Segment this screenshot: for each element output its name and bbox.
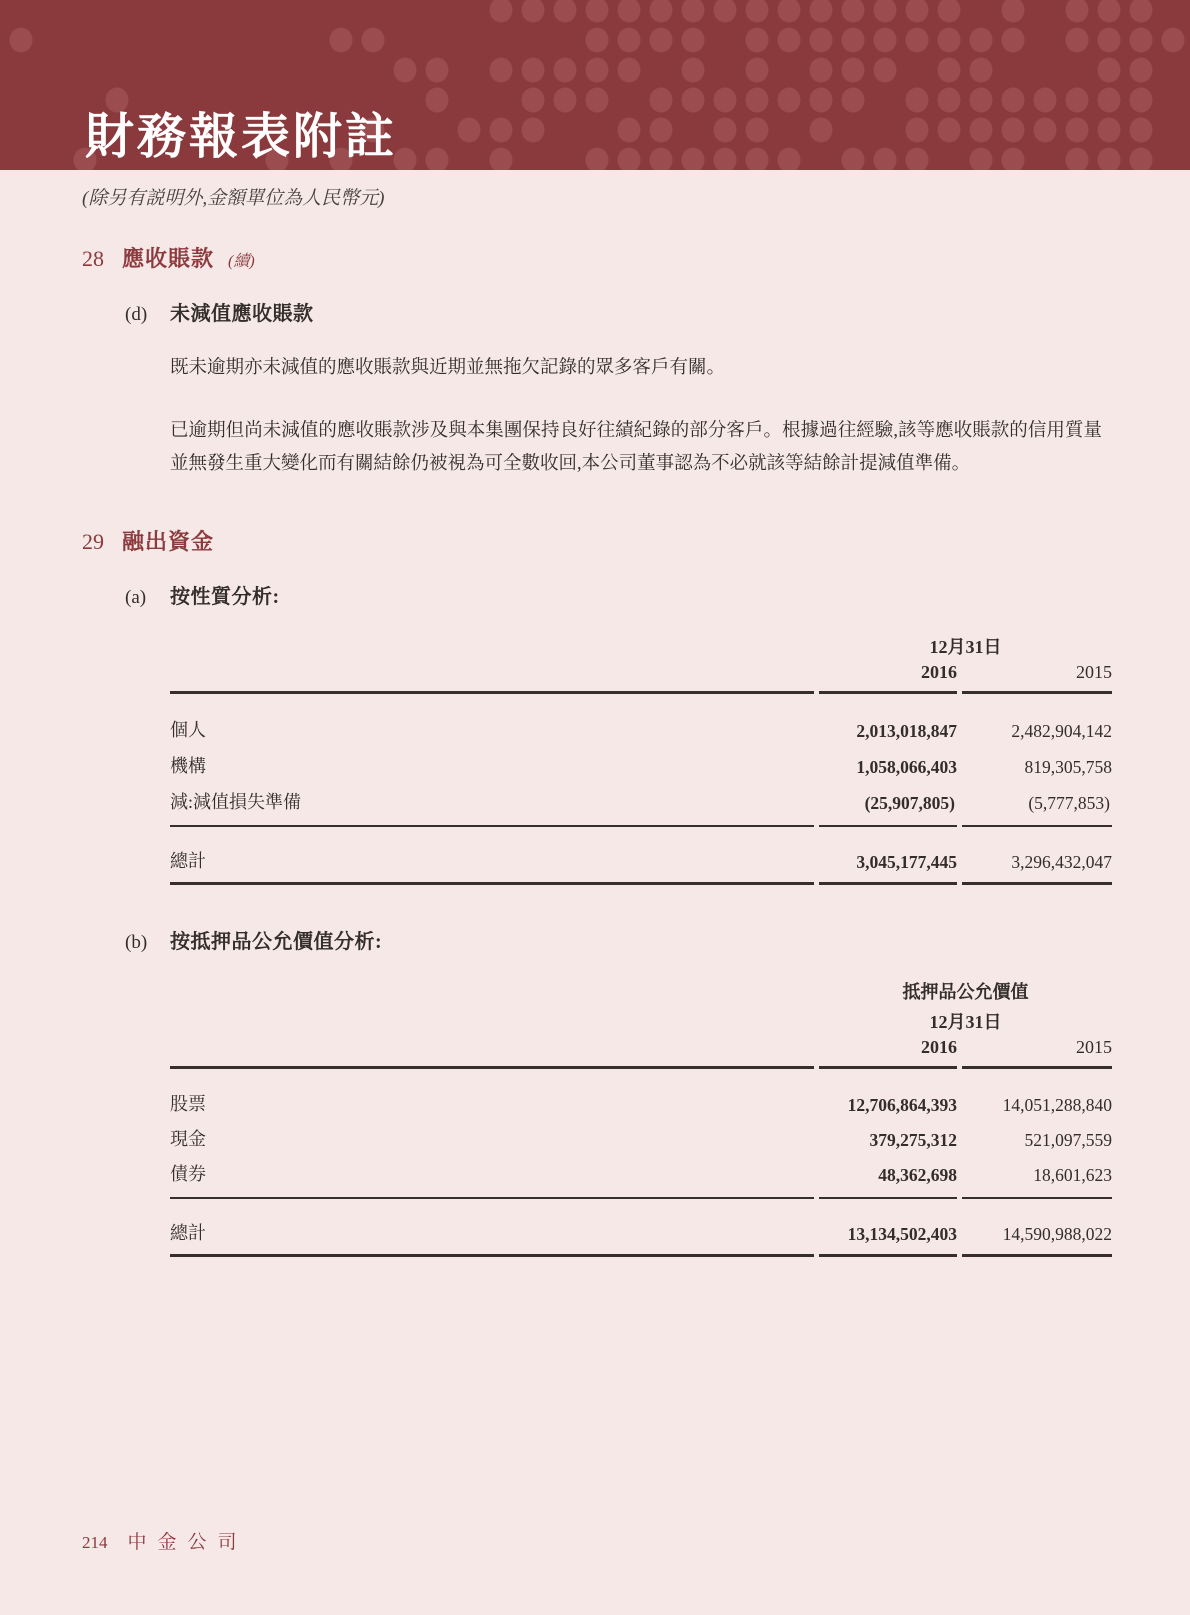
- banner-dot: [746, 0, 769, 23]
- banner-dot: [1066, 0, 1089, 23]
- banner-dot: [1066, 88, 1089, 113]
- banner-dot: [618, 0, 641, 23]
- banner-dot: [1130, 0, 1153, 23]
- table-row: [170, 711, 1112, 747]
- banner-dot: [1002, 148, 1025, 171]
- banner-dot: [1066, 28, 1089, 53]
- banner-dot: [938, 118, 961, 143]
- banner-dot: [810, 28, 833, 53]
- banner-dot: [1002, 28, 1025, 53]
- banner-dot: [970, 28, 993, 53]
- table-by-nature: [170, 629, 1112, 885]
- banner-dot: [906, 28, 929, 53]
- banner-dot: [1002, 88, 1025, 113]
- continued-note: (續): [228, 253, 255, 270]
- banner-dot: [522, 88, 545, 113]
- banner-dot: [938, 58, 961, 83]
- banner-dot: [586, 0, 609, 23]
- value-2015: 521,097,559: [1024, 1130, 1112, 1150]
- banner-dot: [714, 118, 737, 143]
- banner-dot: [1034, 118, 1057, 143]
- banner-dot: [778, 0, 801, 23]
- section-number: 29: [82, 529, 104, 554]
- row-label: 債券: [170, 1156, 814, 1199]
- banner-dot: [554, 58, 577, 83]
- collateral-header: 抵押品公允價值: [902, 982, 1029, 1002]
- banner-dot: [426, 148, 449, 171]
- banner-dot: [938, 28, 961, 53]
- table-by-collateral: [170, 974, 1112, 1257]
- banner-dot: [810, 88, 833, 113]
- value-2015: 2,482,904,142: [1011, 721, 1112, 741]
- subsection-label: (a): [125, 587, 147, 608]
- banner-dot: [1130, 118, 1153, 143]
- banner-dot: [650, 88, 673, 113]
- banner-dot: [746, 118, 769, 143]
- banner-dot: [746, 28, 769, 53]
- banner-dot: [778, 28, 801, 53]
- subsection-b-heading: [125, 925, 1102, 954]
- banner-dot: [1130, 58, 1153, 83]
- banner-dot: [842, 148, 865, 171]
- banner-dot: [746, 148, 769, 171]
- banner-dot: [586, 58, 609, 83]
- banner-dot: [714, 148, 737, 171]
- banner-dot: [1066, 118, 1089, 143]
- section-29-heading: [82, 525, 1102, 556]
- date-header: 12月31日: [929, 1012, 1002, 1032]
- table-row: [170, 1004, 1112, 1034]
- banner-dot: [618, 118, 641, 143]
- banner-dot: [1098, 148, 1121, 171]
- banner-dot: [1130, 148, 1153, 171]
- banner-dot: [490, 58, 513, 83]
- banner-dot: [490, 148, 513, 171]
- value-2016: 1,058,066,403: [856, 757, 957, 777]
- banner-dot: [1162, 28, 1185, 53]
- banner-dot: [650, 28, 673, 53]
- row-label: 機構: [170, 756, 206, 776]
- banner-dot: [906, 118, 929, 143]
- banner-dot: [682, 148, 705, 171]
- subsection-title: 未減值應收賬款: [170, 303, 314, 325]
- banner-dot: [10, 28, 33, 53]
- paragraph: 既未逾期亦未減值的應收賬款與近期並無拖欠記錄的眾多客戶有關。: [170, 358, 726, 378]
- banner-dot: [874, 28, 897, 53]
- table-row: [170, 659, 1112, 694]
- banner-dot: [1098, 28, 1121, 53]
- banner-dot: [618, 148, 641, 171]
- value-2015: 14,051,288,840: [1002, 1095, 1112, 1115]
- banner-dot: [394, 58, 417, 83]
- banner-dot: [1098, 58, 1121, 83]
- banner-dot: [746, 88, 769, 113]
- banner-dot: [1098, 0, 1121, 23]
- row-label: 股票: [170, 1094, 206, 1114]
- total-row: [170, 840, 1112, 885]
- table-row: [170, 1086, 1112, 1121]
- banner-dot: [746, 58, 769, 83]
- banner-dot: [810, 118, 833, 143]
- page-content: [0, 170, 1190, 1257]
- banner-dot: [906, 148, 929, 171]
- year-2015-header: 2015: [962, 659, 1112, 694]
- page-number: 214: [82, 1533, 108, 1552]
- banner-dot: [586, 148, 609, 171]
- banner-dot: [842, 28, 865, 53]
- banner-dot: [938, 0, 961, 23]
- banner-dot: [714, 88, 737, 113]
- banner-dot: [522, 118, 545, 143]
- value-2015: (5,777,853): [962, 783, 1112, 827]
- banner-dot: [490, 118, 513, 143]
- total-label: 總計: [170, 840, 814, 885]
- value-2016: (25,907,805): [819, 783, 957, 827]
- banner-dot: [490, 0, 513, 23]
- banner-dot: [1066, 148, 1089, 171]
- subsection-label: (d): [125, 304, 148, 325]
- banner-dot: [810, 0, 833, 23]
- value-2015: 18,601,623: [962, 1156, 1112, 1199]
- banner-dot: [1130, 28, 1153, 53]
- banner-dot: [554, 88, 577, 113]
- banner-dot: [426, 88, 449, 113]
- banner-dot: [1034, 88, 1057, 113]
- section-number: 28: [82, 246, 104, 271]
- row-label: 個人: [170, 720, 206, 740]
- table-row: [170, 1121, 1112, 1156]
- banner-dot: [842, 88, 865, 113]
- banner-dot: [970, 88, 993, 113]
- subsection-d-heading: [125, 297, 1102, 326]
- table-row: [170, 747, 1112, 783]
- currency-note: (除另有説明外,金額單位為人民幣元): [82, 188, 385, 209]
- banner-dot: [650, 0, 673, 23]
- banner-dot: [458, 118, 481, 143]
- page-footer: [82, 1527, 248, 1554]
- total-label: 總計: [170, 1212, 814, 1257]
- total-2016: 3,045,177,445: [819, 840, 957, 885]
- date-header: 12月31日: [929, 637, 1002, 657]
- company-name: 中金公司: [127, 1532, 248, 1553]
- banner-dot: [330, 28, 353, 53]
- year-2015-header: 2015: [962, 1034, 1112, 1069]
- value-2016: 2,013,018,847: [856, 721, 957, 741]
- banner-dot: [586, 28, 609, 53]
- subsection-label: (b): [125, 932, 148, 953]
- total-2016: 13,134,502,403: [819, 1212, 957, 1257]
- total-2015: 14,590,988,022: [962, 1212, 1112, 1257]
- value-2016: 379,275,312: [869, 1130, 957, 1150]
- banner-dot: [682, 0, 705, 23]
- banner-dot: [618, 28, 641, 53]
- total-row: [170, 1212, 1112, 1257]
- banner-dot: [1002, 118, 1025, 143]
- value-2016: 12,706,864,393: [847, 1095, 957, 1115]
- section-28-heading: [82, 242, 1102, 273]
- table-row: [170, 1034, 1112, 1069]
- year-2016-header: 2016: [819, 659, 957, 694]
- row-label: 現金: [170, 1129, 206, 1149]
- row-label: 減:減值損失準備: [170, 783, 814, 827]
- banner-dot: [714, 0, 737, 23]
- section-title: 融出資金: [122, 529, 215, 554]
- banner-dot: [778, 148, 801, 171]
- table-row: [170, 1156, 1112, 1199]
- table-row: [170, 974, 1112, 1004]
- header-banner: [0, 0, 1190, 170]
- banner-dot: [522, 0, 545, 23]
- banner-dot: [874, 58, 897, 83]
- banner-dot: [1098, 88, 1121, 113]
- banner-dot: [842, 58, 865, 83]
- banner-dot: [970, 58, 993, 83]
- banner-dot: [874, 0, 897, 23]
- banner-dot: [1098, 118, 1121, 143]
- banner-dot: [618, 58, 641, 83]
- banner-dot: [874, 148, 897, 171]
- page-title: 財務報表附註: [85, 109, 398, 164]
- banner-dot: [778, 88, 801, 113]
- banner-dot: [682, 88, 705, 113]
- banner-dot: [970, 148, 993, 171]
- table-row: [170, 783, 1112, 827]
- banner-dot: [1130, 88, 1153, 113]
- banner-dot: [906, 0, 929, 23]
- section-title: 應收賬款: [122, 246, 215, 271]
- banner-dot: [938, 88, 961, 113]
- banner-dot: [906, 88, 929, 113]
- year-2016-header: 2016: [819, 1034, 957, 1069]
- banner-dot: [810, 58, 833, 83]
- banner-dot: [970, 118, 993, 143]
- banner-dot: [650, 148, 673, 171]
- banner-dot: [842, 0, 865, 23]
- banner-dot: [554, 0, 577, 23]
- total-2015: 3,296,432,047: [962, 840, 1112, 885]
- banner-dot: [426, 58, 449, 83]
- table-row: [170, 629, 1112, 659]
- banner-dot: [650, 118, 673, 143]
- banner-dot: [522, 58, 545, 83]
- banner-dot: [682, 28, 705, 53]
- value-2016: 48,362,698: [819, 1156, 957, 1199]
- value-2015: 819,305,758: [1024, 757, 1112, 777]
- banner-dot: [682, 58, 705, 83]
- subsection-a-heading: [125, 580, 1102, 609]
- banner-dot: [1002, 0, 1025, 23]
- subsection-title: 按抵押品公允價值分析:: [170, 931, 383, 953]
- banner-dot: [586, 88, 609, 113]
- paragraph: 已逾期但尚未減值的應收賬款涉及與本集團保持良好往績紀錄的部分客戶。根據過往經驗,該等應收賬款的信用質量並無發生重大變化而有關結餘仍被視為可全數收回,本公司董事認為不必就該等結餘計提減值準備。: [170, 421, 1102, 474]
- subsection-title: 按性質分析:: [170, 586, 280, 608]
- banner-dot: [362, 28, 385, 53]
